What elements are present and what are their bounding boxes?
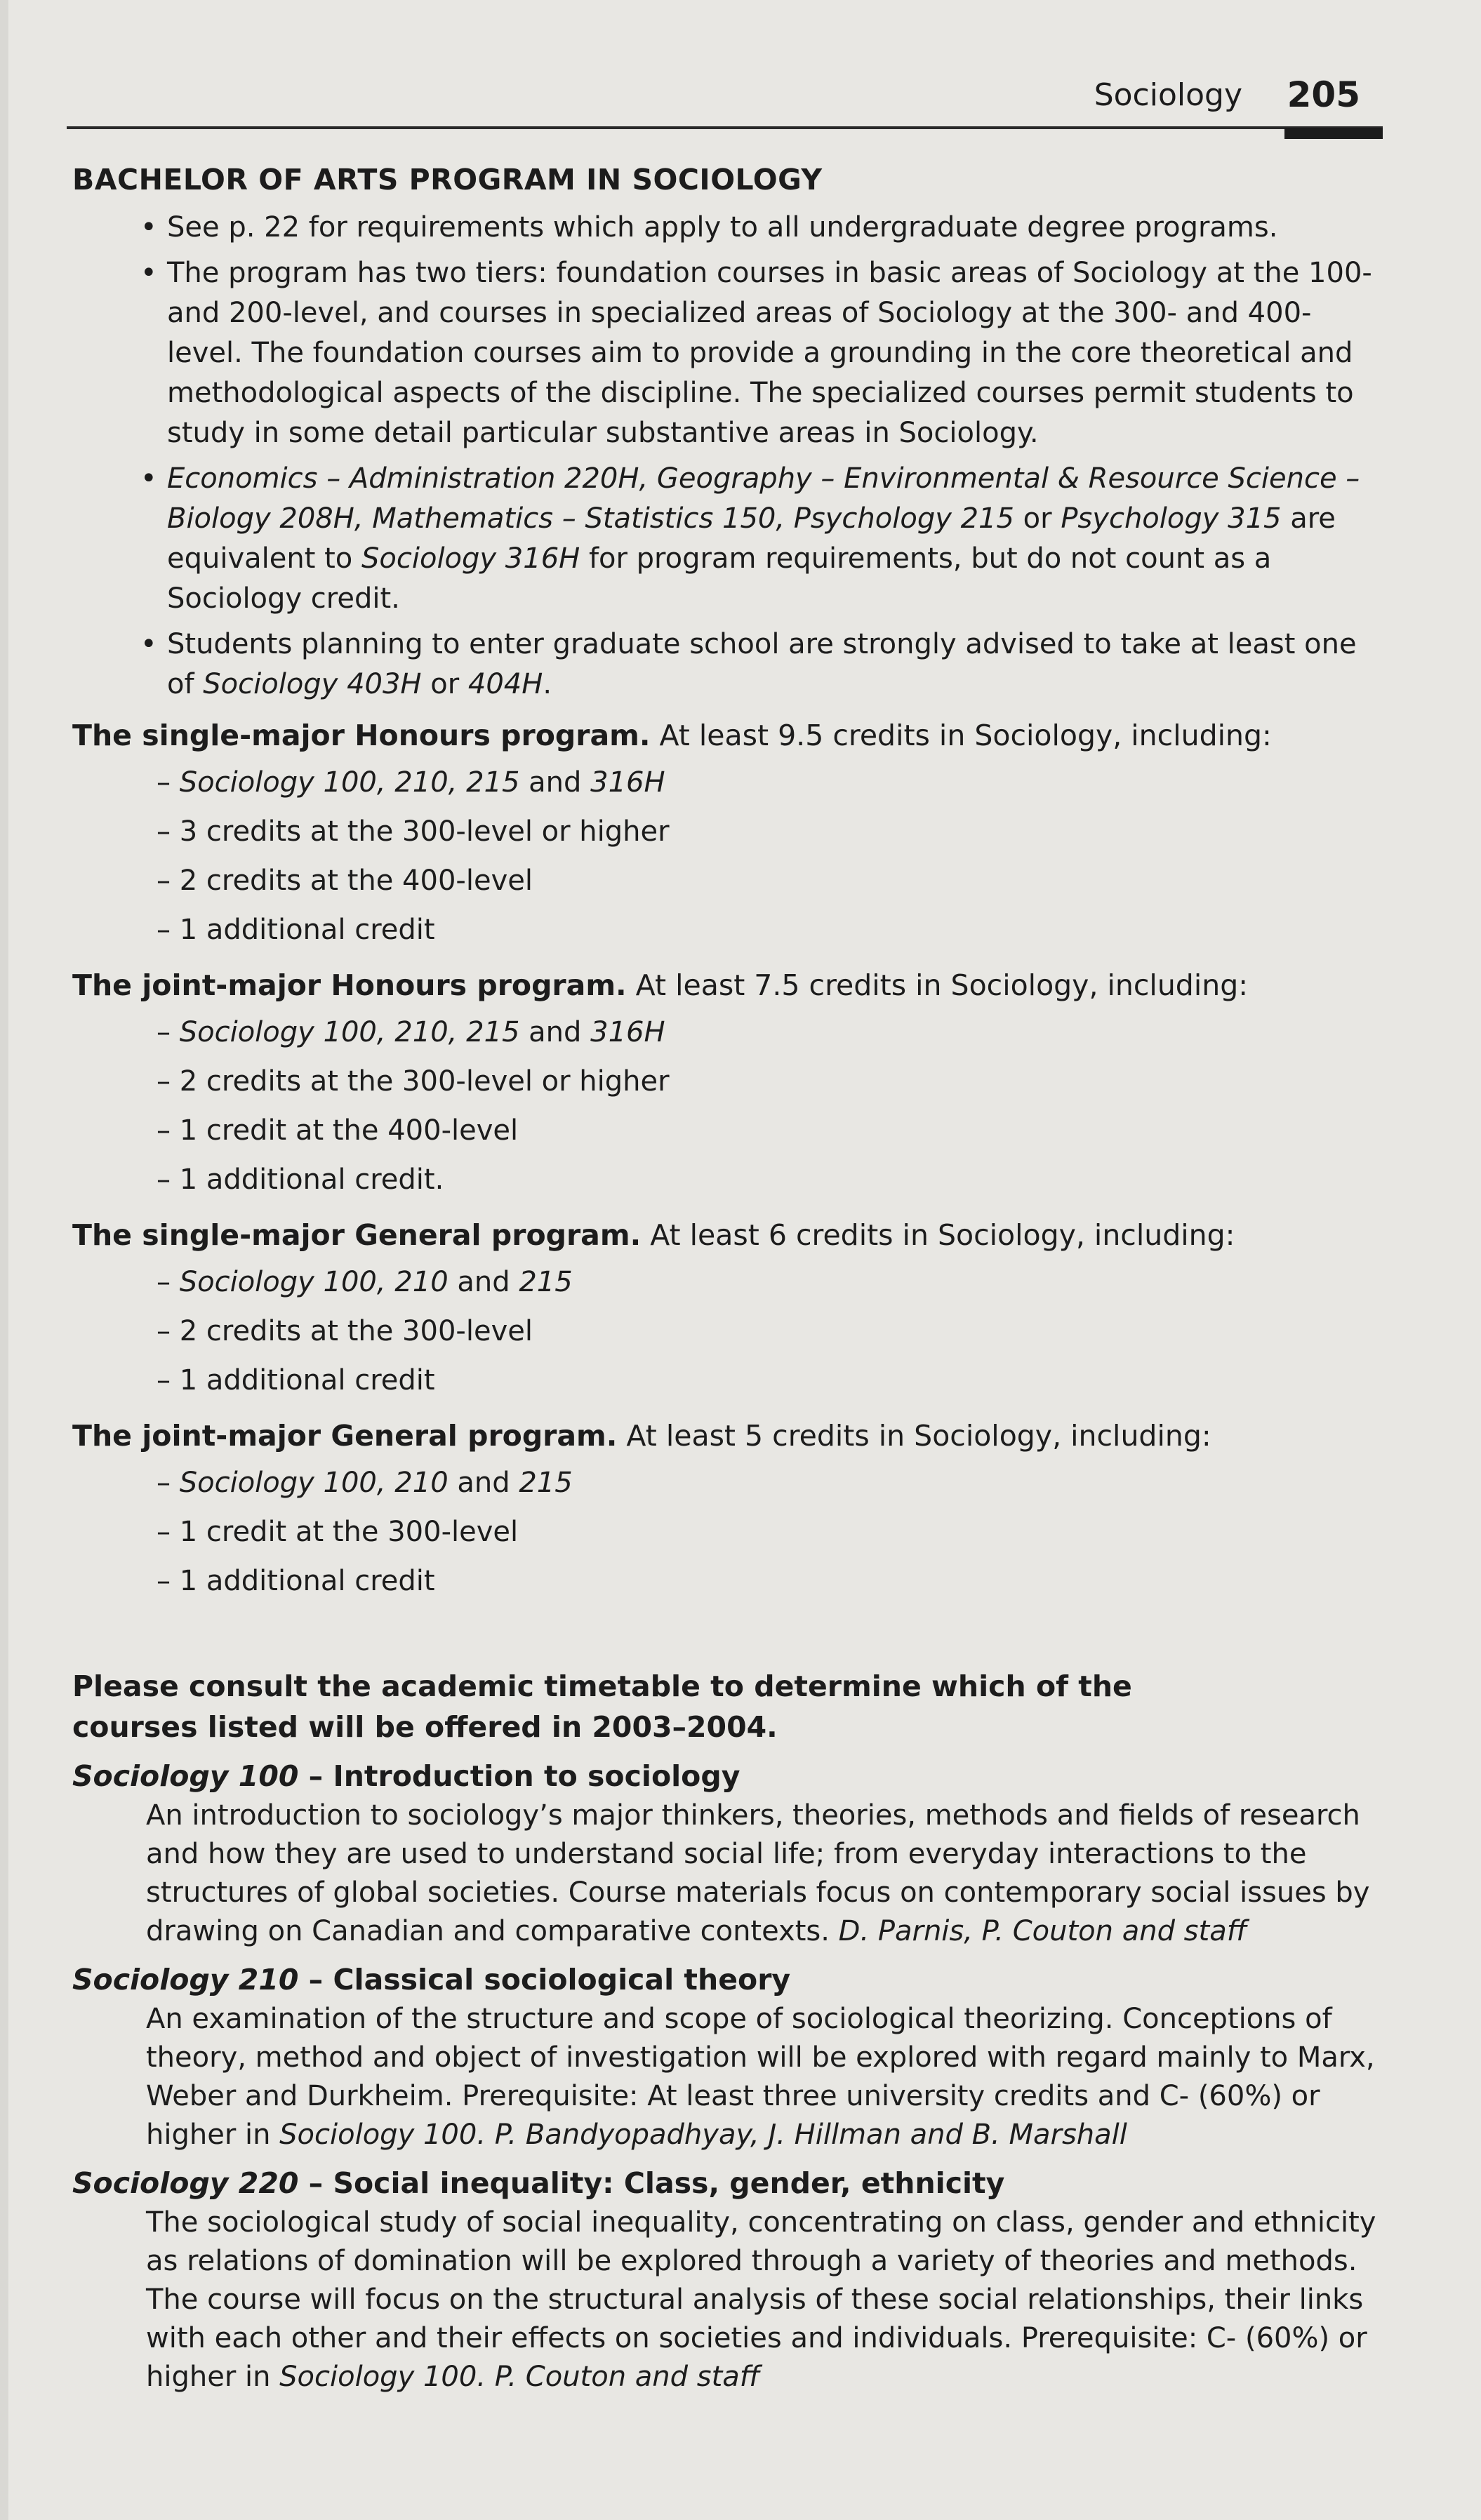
requirement-item: – 2 credits at the 300-level or higher bbox=[157, 1065, 670, 1098]
requirement-item: – 1 additional credit bbox=[157, 1565, 435, 1597]
course-entry bbox=[72, 1756, 1378, 1951]
bullet-dot-icon: • bbox=[140, 462, 157, 495]
course-description: The sociological study of social inequality, concentrating on class, gender and ethnicity as relations of domination will be explored through a variety of theories and methods. The course will focus on the structural analysis of these social relationships, their links with each other and their effects on societies and individuals. Prerequisite: C- (60%) or higher in Sociology 100. P. Couton and staff bbox=[146, 2206, 1376, 2393]
requirement-item: – 1 additional credit bbox=[157, 914, 435, 946]
requirement-item: – Sociology 100, 210, 215 and 316H bbox=[157, 1016, 665, 1048]
program-block bbox=[72, 1413, 1378, 1606]
header-rule-tab bbox=[1284, 128, 1383, 139]
bullet-item: • Students planning to enter graduate school are strongly advised to take at least one of Sociology 403H or 404H. bbox=[167, 625, 1378, 705]
page-header bbox=[67, 70, 1383, 129]
requirement-item: – Sociology 100, 210, 215 and 316H bbox=[157, 766, 665, 799]
program-heading: The joint-major Honours program. At least 7.5 credits in Sociology, including: bbox=[72, 968, 1249, 1002]
running-head-section: Sociology bbox=[1094, 77, 1242, 113]
page-number: 205 bbox=[1287, 74, 1360, 115]
course-title: Introduction to sociology bbox=[333, 1759, 740, 1793]
program-heading: The single-major General program. At least 6 credits in Sociology, including: bbox=[72, 1218, 1235, 1252]
course-title: Classical sociological theory bbox=[333, 1963, 791, 1996]
program-heading: The single-major Honours program. At least 9.5 credits in Sociology, including: bbox=[72, 719, 1272, 752]
bullet-item: • The program has two tiers: foundation courses in basic areas of Sociology at the 100- and 200-level, and courses in specialized areas of Sociology at the 300- and 400-level. The foundation courses aim to provide a grounding in the core theoretical and methodological aspects of the discipline. The specialized courses permit students to study in some detail particular substantive areas in Sociology. bbox=[167, 253, 1378, 453]
program-bullets bbox=[72, 208, 1378, 705]
course-code: Sociology 100 bbox=[72, 1759, 299, 1793]
course-heading: Sociology 100 – Introduction to sociology bbox=[72, 1759, 740, 1793]
program-heading: The joint-major General program. At least 5 credits in Sociology, including: bbox=[72, 1419, 1211, 1453]
course-description: An examination of the structure and scope of sociological theorizing. Conceptions of theory, method and object of investigation will be explored with regard mainly to Marx, Weber and Durkheim. Prerequisite: At least three university credits and C- (60%) or higher in Sociology 100. P. Bandyopadhyay, J. Hillman and B. Marshall bbox=[146, 2003, 1375, 2151]
bullet-dot-icon: • bbox=[140, 257, 157, 289]
requirement-item: – 1 additional credit. bbox=[157, 1164, 444, 1196]
requirement-item: – 3 credits at the 300-level or higher bbox=[157, 815, 670, 848]
requirement-item: – 1 additional credit bbox=[157, 1364, 435, 1396]
requirement-item: – 1 credit at the 400-level bbox=[157, 1114, 519, 1147]
course-code: Sociology 210 bbox=[72, 1963, 299, 1996]
course-title: Social inequality: Class, gender, ethnicity bbox=[333, 2166, 1005, 2200]
course-instructors: D. Parnis, P. Couton and staff bbox=[838, 1915, 1247, 1947]
course-entry bbox=[72, 2163, 1378, 2396]
course-instructors: . P. Couton and staff bbox=[477, 2361, 760, 2393]
course-heading: Sociology 220 – Social inequality: Class, gender, ethnicity bbox=[72, 2166, 1005, 2200]
bullet-item: • See p. 22 for requirements which apply to all undergraduate degree programs. bbox=[167, 208, 1378, 248]
program-section-title: BACHELOR OF ARTS PROGRAM IN SOCIOLOGY bbox=[72, 163, 823, 196]
page-margin-shadow bbox=[0, 0, 8, 2520]
requirement-list bbox=[72, 1008, 1378, 1204]
course-code: Sociology 220 bbox=[72, 2166, 299, 2200]
course-heading: Sociology 210 – Classical sociological theory bbox=[72, 1963, 791, 1996]
program-block bbox=[72, 963, 1378, 1204]
bullet-item: • Economics – Administration 220H, Geography – Environmental & Resource Science – Biology 208H, Mathematics – Statistics 150, Psychology 215 or Psychology 315 are equivalent to Sociology 316H for program requirements, but do not count as a Sociology credit. bbox=[167, 459, 1378, 619]
bullet-dot-icon: • bbox=[140, 628, 157, 660]
program-block bbox=[72, 713, 1378, 954]
page-body bbox=[72, 163, 1378, 2396]
course-description: An introduction to sociology’s major thinkers, theories, methods and fields of research and how they are used to understand social life; from everyday interactions to the structures of global societies. Course materials focus on contemporary social issues by drawing on Canadian and comparative contexts. D. Parnis, P. Couton and staff bbox=[146, 1799, 1370, 1947]
course-instructors: . P. Bandyopadhyay, J. Hillman and B. Marshall bbox=[477, 2119, 1127, 2151]
requirement-item: – 2 credits at the 400-level bbox=[157, 865, 533, 897]
timetable-notice: Please consult the academic timetable to determine which of the courses listed will be offered in 2003–2004. bbox=[72, 1669, 1132, 1744]
bullet-dot-icon: • bbox=[140, 211, 157, 244]
course-entry bbox=[72, 1959, 1378, 2154]
requirement-list bbox=[72, 758, 1378, 954]
requirement-item: – 2 credits at the 300-level bbox=[157, 1315, 533, 1347]
requirement-list bbox=[72, 1258, 1378, 1405]
requirement-list bbox=[72, 1458, 1378, 1606]
requirement-item: – 1 credit at the 300-level bbox=[157, 1516, 519, 1548]
requirement-item: – Sociology 100, 210 and 215 bbox=[157, 1467, 573, 1499]
program-block bbox=[72, 1213, 1378, 1405]
requirement-item: – Sociology 100, 210 and 215 bbox=[157, 1266, 573, 1298]
